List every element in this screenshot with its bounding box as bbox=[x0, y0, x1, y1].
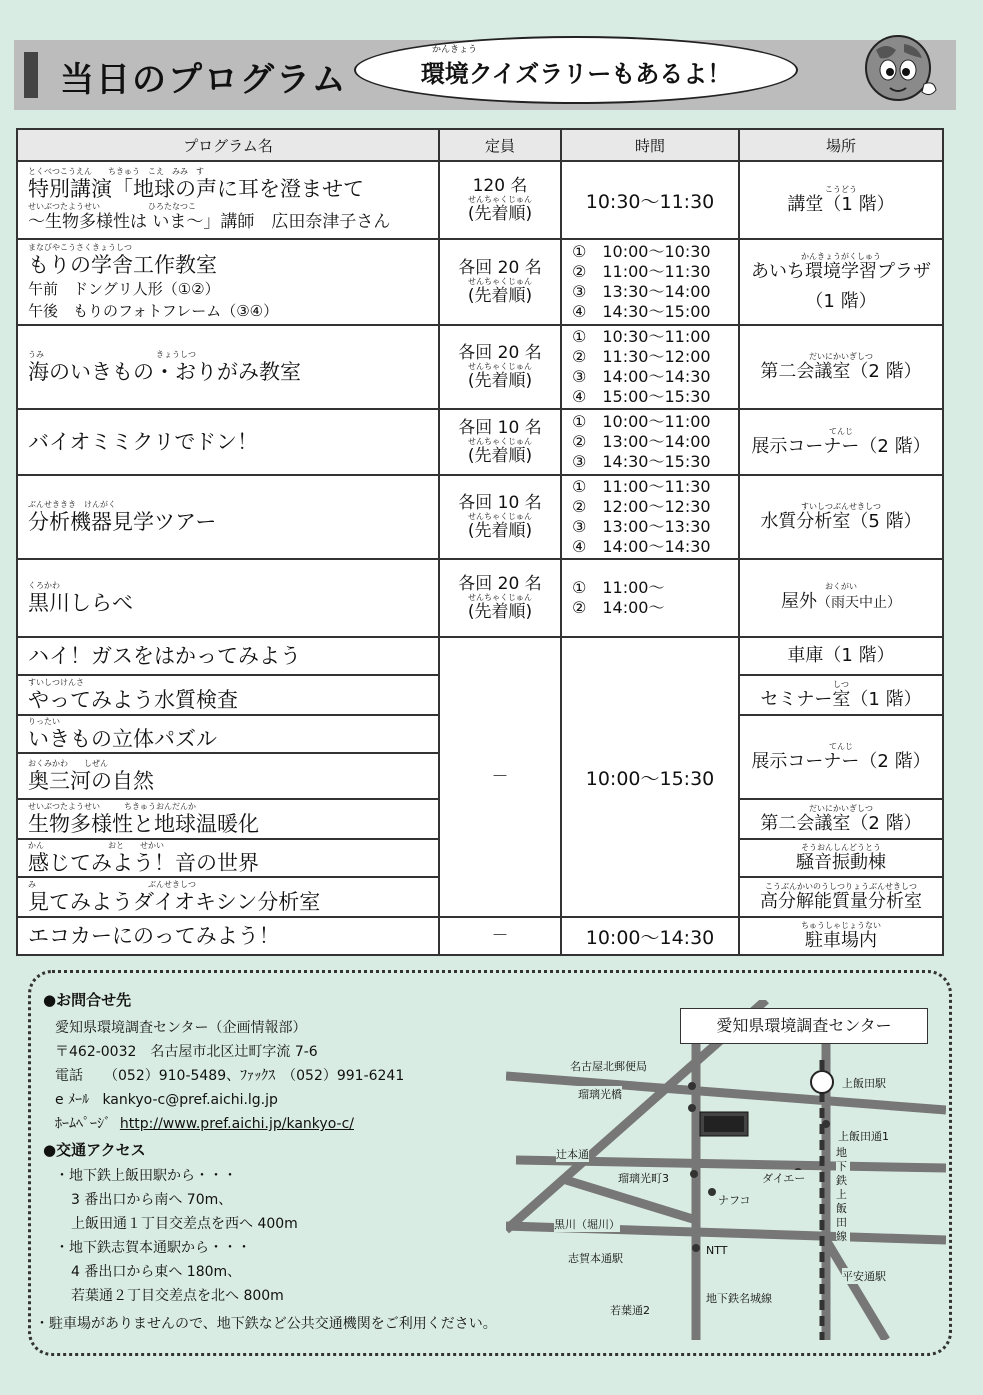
program-title: バイオミミクリでドン！ bbox=[28, 430, 258, 454]
time-slot: ③ 14:00～14:30 bbox=[572, 367, 711, 386]
map-label: 平安通駅 bbox=[842, 1270, 886, 1283]
capacity: 各回 10 名 bbox=[458, 418, 542, 438]
ruby: かん おと せかい bbox=[28, 840, 164, 850]
time-cell: 10:30～11:30 bbox=[561, 161, 739, 239]
capacity-cell bbox=[439, 325, 561, 409]
place: 展示コーナー（2 階） bbox=[751, 750, 931, 772]
first-come-note: (先着順) bbox=[467, 602, 533, 622]
place: 講堂（1 階） bbox=[787, 193, 895, 215]
program-name-cell bbox=[17, 799, 439, 839]
ruby: せんちゃくじゅん bbox=[468, 512, 532, 521]
place: 水質分析室（5 階） bbox=[760, 510, 922, 532]
ruby: せんちゃくじゅん bbox=[468, 195, 532, 204]
capacity: 各回 20 名 bbox=[458, 574, 542, 594]
ruby: おくがい bbox=[825, 582, 857, 591]
map-label: 若葉通2 bbox=[610, 1304, 650, 1317]
phone-fax: 電話 （052）910-5489、ﾌｧｯｸｽ （052）991-6241 bbox=[55, 1068, 405, 1084]
program-name-cell bbox=[17, 475, 439, 559]
capacity-cell: － bbox=[439, 917, 561, 955]
place-cell bbox=[739, 917, 943, 955]
place: セミナー室（1 階） bbox=[760, 688, 922, 710]
ruby: まなびやこうさくきょうしつ bbox=[28, 242, 132, 252]
capacity-cell bbox=[439, 239, 561, 325]
time-slot: ② 11:30～12:00 bbox=[572, 347, 711, 366]
program-title: 生物多様性と地球温暖化 bbox=[28, 811, 259, 836]
time-slot: ① 10:00～11:00 bbox=[572, 412, 711, 431]
table-row bbox=[17, 637, 943, 675]
capacity-cell bbox=[439, 475, 561, 559]
program-name-cell bbox=[17, 715, 439, 753]
ruby: すいしつぶんせきしつ bbox=[801, 501, 881, 511]
contact-heading: ●お問合せ先 bbox=[43, 991, 132, 1009]
program-name-cell bbox=[17, 161, 439, 239]
time-cell bbox=[561, 325, 739, 409]
header-capacity: 定員 bbox=[439, 129, 561, 161]
place: 屋外 bbox=[781, 591, 817, 612]
program-title: いきもの立体パズル bbox=[28, 726, 217, 751]
access-map bbox=[506, 1000, 946, 1340]
program-name-cell bbox=[17, 637, 439, 675]
ruby: せんちゃくじゅん bbox=[468, 593, 532, 602]
table-row bbox=[17, 325, 943, 409]
place-cell bbox=[739, 325, 943, 409]
program-name-cell bbox=[17, 675, 439, 715]
ruby: おくみかわ しぜん bbox=[28, 758, 108, 768]
bubble-text: 環境クイズラリーもあるよ！ bbox=[420, 60, 732, 88]
place-cell bbox=[739, 637, 943, 675]
ruby: りったい bbox=[28, 716, 60, 726]
table-row bbox=[17, 239, 943, 325]
program-title: やってみよう水質検査 bbox=[28, 687, 238, 712]
map-label: NTT bbox=[706, 1244, 728, 1257]
program-title: 海のいきもの・おりがみ教室 bbox=[28, 359, 301, 384]
program-subtitle: ～生物多様性は いま～」講師 広田奈津子さん bbox=[28, 212, 391, 232]
program-name-cell bbox=[17, 877, 439, 917]
web-row bbox=[55, 1113, 354, 1133]
access-line: 4 番出口から東へ 180m、 bbox=[71, 1264, 242, 1280]
program-name-cell bbox=[17, 409, 439, 475]
place-cell bbox=[739, 161, 943, 239]
program-title: 分析機器見学ツアー bbox=[28, 509, 217, 534]
program-name-cell bbox=[17, 239, 439, 325]
address: 〒462-0032 名古屋市北区辻町字流 7-6 bbox=[55, 1044, 318, 1060]
ruby: せんちゃくじゅん bbox=[468, 277, 532, 286]
table-header-row bbox=[17, 129, 943, 161]
map-label: 名古屋北郵便局 bbox=[570, 1060, 647, 1073]
ruby: ちゅうしゃじょうない bbox=[801, 920, 881, 930]
map-label: 地下鉄名城線 bbox=[706, 1292, 772, 1305]
program-name-cell bbox=[17, 325, 439, 409]
time-slot: ③ 13:30～14:00 bbox=[572, 282, 711, 301]
capacity: 各回 10 名 bbox=[458, 493, 542, 513]
earth-mascot-icon bbox=[852, 30, 940, 108]
page-title: 当日のプログラム bbox=[60, 60, 348, 100]
program-title: 奥三河の自然 bbox=[28, 768, 154, 793]
ruby: しつ bbox=[833, 679, 849, 689]
time-slot: ④ 14:00～14:30 bbox=[572, 537, 711, 556]
map-label: 志賀本通駅 bbox=[568, 1252, 623, 1265]
ruby: そうおんしんどうとう bbox=[801, 842, 881, 852]
place: 車庫（1 階） bbox=[787, 645, 895, 666]
ruby: こうぶんかいのうしつりょうぶんせきしつ bbox=[765, 881, 917, 891]
map-label: ナフコ bbox=[718, 1194, 751, 1207]
place-cell bbox=[739, 475, 943, 559]
email-row bbox=[55, 1089, 278, 1109]
capacity-cell bbox=[439, 161, 561, 239]
ruby: み ぶんせきしつ bbox=[28, 879, 196, 889]
time-cell: 10:00～15:30 bbox=[561, 637, 739, 917]
ruby: せいぶつたようせい ちきゅうおんだんか bbox=[28, 801, 196, 811]
map-label: ダイエー bbox=[762, 1172, 806, 1185]
map-label: 地下鉄上飯田線 bbox=[836, 1146, 850, 1244]
place: 高分解能質量分析室 bbox=[760, 890, 922, 912]
ruby: うみ きょうしつ bbox=[28, 349, 196, 359]
map-label: 黒川（堀川） bbox=[554, 1218, 620, 1231]
time-slot: ② 14:00～ bbox=[572, 598, 665, 617]
place: あいち環境学習プラザ bbox=[751, 260, 931, 282]
time-slot: ② 13:00～14:00 bbox=[572, 432, 711, 451]
ruby: だいにかいぎしつ bbox=[809, 351, 873, 361]
first-come-note: (先着順) bbox=[467, 371, 533, 391]
place-cell bbox=[739, 877, 943, 917]
program-subtitle: 午前 ドングリ人形（①②） bbox=[28, 279, 220, 298]
program-table bbox=[16, 128, 944, 956]
map-label: 瑠璃光町3 bbox=[618, 1172, 669, 1185]
bubble-ruby: かんきょう bbox=[432, 45, 478, 55]
table-row bbox=[17, 161, 943, 239]
place-cell bbox=[739, 715, 943, 799]
map-label: 辻本通 bbox=[556, 1148, 589, 1161]
access-line: ・地下鉄上飯田駅から・・・ bbox=[55, 1168, 237, 1184]
ruby: すいしつけんさ bbox=[28, 677, 84, 687]
ruby: せんちゃくじゅん bbox=[468, 437, 532, 446]
time-slot: ④ 14:30～15:00 bbox=[572, 302, 711, 321]
table-row bbox=[17, 917, 943, 955]
header-program-name: プログラム名 bbox=[17, 129, 439, 161]
first-come-note: (先着順) bbox=[467, 521, 533, 541]
time-slot: ② 12:00～12:30 bbox=[572, 497, 711, 516]
ruby: てんじ bbox=[829, 426, 853, 436]
ruby: だいにかいぎしつ bbox=[809, 803, 873, 813]
access-line: ・地下鉄志賀本通駅から・・・ bbox=[55, 1240, 251, 1256]
place-cell bbox=[739, 409, 943, 475]
place: 第二会議室（2 階） bbox=[760, 812, 922, 834]
program-title: 見てみようダイオキシン分析室 bbox=[28, 889, 321, 914]
time-slot: ① 11:00～ bbox=[572, 578, 665, 597]
time-cell bbox=[561, 559, 739, 637]
email-label: e ﾒｰﾙ bbox=[55, 1092, 90, 1108]
time-cell bbox=[561, 409, 739, 475]
header-time: 時間 bbox=[561, 129, 739, 161]
time-cell bbox=[561, 475, 739, 559]
ruby: せいぶつたようせい ひろたなつこ bbox=[28, 202, 196, 211]
parking-note: ・駐車場がありませんので、地下鉄など公共交通機関をご利用ください。 bbox=[35, 1316, 497, 1332]
program-name-cell bbox=[17, 753, 439, 799]
time-cell bbox=[561, 239, 739, 325]
program-title: ハイ！ガスをはかってみよう bbox=[28, 644, 301, 668]
table-row bbox=[17, 475, 943, 559]
time-slot: ④ 15:00～15:30 bbox=[572, 387, 711, 406]
capacity: 120 名 bbox=[472, 176, 528, 196]
ruby: せんちゃくじゅん bbox=[468, 362, 532, 371]
access-line: 上飯田通１丁目交差点を西へ 400m bbox=[71, 1216, 298, 1232]
access-heading: ●交通アクセス bbox=[43, 1141, 146, 1159]
time-slot: ① 10:30～11:00 bbox=[572, 327, 711, 346]
web-label: ﾎｰﾑﾍﾟｰｼﾞ bbox=[55, 1116, 111, 1132]
ruby: くろかわ bbox=[28, 580, 60, 590]
program-title: エコカーにのってみよう！ bbox=[28, 924, 280, 948]
capacity: 各回 20 名 bbox=[458, 258, 542, 278]
program-name-cell bbox=[17, 559, 439, 637]
organization: 愛知県環境調査センター（企画情報部） bbox=[55, 1020, 307, 1036]
rain-note: （雨天中止） bbox=[817, 595, 901, 611]
first-come-note: (先着順) bbox=[467, 446, 533, 466]
program-title: 黒川しらべ bbox=[28, 590, 133, 615]
place-cell bbox=[739, 839, 943, 877]
capacity-cell bbox=[439, 559, 561, 637]
program-subtitle: 午後 もりのフォトフレーム（③④） bbox=[28, 301, 279, 320]
program-name-cell bbox=[17, 839, 439, 877]
place: 騒音振動棟 bbox=[796, 851, 886, 873]
program-name-cell bbox=[17, 917, 439, 955]
map-label: 上飯田駅 bbox=[842, 1077, 886, 1090]
map-label: 上飯田通1 bbox=[838, 1130, 889, 1143]
time-slot: ② 11:00～11:30 bbox=[572, 262, 711, 281]
time-slot: ③ 13:00～13:30 bbox=[572, 517, 711, 536]
email-link[interactable]: kankyo-c@pref.aichi.lg.jp bbox=[102, 1092, 278, 1108]
capacity: 各回 20 名 bbox=[458, 343, 542, 363]
map-label: 瑠璃光橋 bbox=[578, 1088, 622, 1101]
ruby: てんじ bbox=[829, 741, 853, 751]
place-cell bbox=[739, 559, 943, 637]
program-title: もりの学舎工作教室 bbox=[28, 252, 217, 277]
first-come-note: (先着順) bbox=[467, 204, 533, 224]
place: 駐車場内 bbox=[805, 929, 877, 951]
program-title: 感じてみよう！音の世界 bbox=[28, 850, 259, 875]
time-slot: ③ 14:30～15:30 bbox=[572, 452, 711, 471]
place-floor: （1 階） bbox=[805, 290, 877, 312]
ruby: こうどう bbox=[825, 184, 857, 194]
program-title: 特別講演「地球の声に耳を澄ませて bbox=[28, 177, 364, 201]
header-place: 場所 bbox=[739, 129, 943, 161]
time-cell: 10:00～14:30 bbox=[561, 917, 739, 955]
access-line: 3 番出口から南へ 70m、 bbox=[71, 1192, 233, 1208]
first-come-note: (先着順) bbox=[467, 286, 533, 306]
ruby: ぶんせききき けんがく bbox=[28, 499, 116, 509]
ruby: かんきょうがくしゅう bbox=[801, 251, 881, 261]
place: 展示コーナー（2 階） bbox=[751, 435, 931, 457]
header-accent-bar bbox=[24, 52, 38, 98]
quiz-rally-bubble bbox=[354, 36, 798, 104]
ruby: とくべつこうえん ちきゅう こえ みみ す bbox=[28, 167, 204, 176]
place: 第二会議室（2 階） bbox=[760, 360, 922, 382]
capacity-cell bbox=[439, 409, 561, 475]
place-cell bbox=[739, 239, 943, 325]
capacity-cell: － bbox=[439, 637, 561, 917]
table-row bbox=[17, 409, 943, 475]
place-cell bbox=[739, 799, 943, 839]
access-line: 若葉通２丁目交差点を北へ 800m bbox=[71, 1288, 284, 1304]
place-cell bbox=[739, 675, 943, 715]
time-slot: ① 11:00～11:30 bbox=[572, 477, 711, 496]
table-row bbox=[17, 559, 943, 637]
time-slot: ① 10:00～10:30 bbox=[572, 242, 711, 261]
map-title: 愛知県環境調査センター bbox=[680, 1008, 928, 1044]
website-link[interactable]: http://www.pref.aichi.jp/kankyo-c/ bbox=[119, 1116, 354, 1132]
